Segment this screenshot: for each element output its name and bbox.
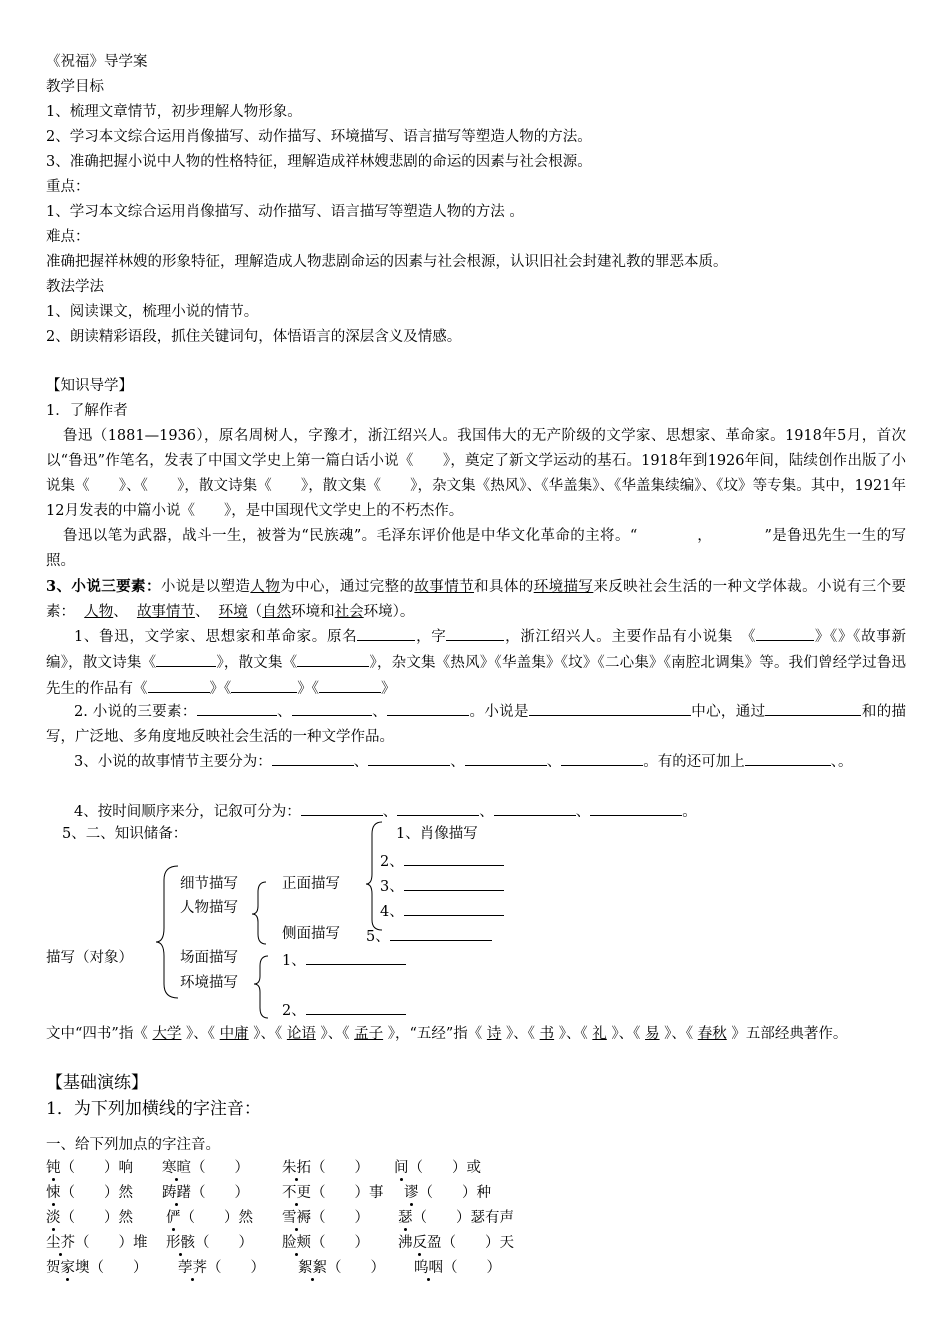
pinyin-cell [404,1183,491,1203]
text: 》、《 [558,1026,588,1042]
text: 、 [382,804,398,820]
dotted-char: 贺家墺 [46,1260,90,1276]
diagram-root: 描写（对象） [46,950,133,966]
underlined-text: 自然 [262,604,292,620]
goal-item: 3、准确把握小说中人物的性格特征，理解造成祥林嫂悲剧的命运的因素与社会根源。 [46,154,592,170]
blank-paren[interactable]: （ ）天 [441,1235,514,1251]
text: 3、 [380,879,404,895]
dotted-char: 间 [394,1160,409,1176]
text: 、 [479,804,494,820]
goals-heading: 教学目标 [46,79,104,95]
text: ，字 [415,629,447,645]
blank-paren[interactable]: （ ）响 [60,1160,133,1176]
pinyin-cell [414,1258,501,1278]
blank-paren[interactable]: （ ） [311,1235,369,1251]
text: 2、 [282,1003,306,1019]
dotted-char: 寒暄 [162,1160,191,1176]
dotted-char: 尘芥 [46,1235,75,1251]
text: 2、 [380,854,404,870]
dotted-char: 踌躇 [162,1185,191,1201]
front-item-1: 1、肖像描写 [396,826,478,842]
practice-q1: 1．为下列加横线的字注音： [46,1099,261,1119]
brace-env [254,956,268,1018]
answer-text: 孟子 [354,1026,384,1042]
text: 为中心，通过完整的 [280,579,415,595]
dotted-char: 俨 [166,1210,181,1226]
text: 》、《 [253,1026,283,1042]
dotted-char: 絮絮 [298,1260,327,1276]
text: 》《 [814,629,838,645]
blank-paren[interactable]: （ ） [443,1260,501,1276]
scene-label: 场面描写 [180,950,238,966]
text: 小说是以塑造 [160,579,251,595]
text: 》，散文集《 [216,655,298,671]
text: 1、 [282,953,306,969]
brace-person [252,882,266,944]
dotted-char: 形骸 [166,1235,195,1251]
dotted-char: 沸反盈 [398,1235,442,1251]
pinyin-cell [162,1158,249,1178]
text: 》，杂文集《热风》《华盖集》《坟》《二心集》《南腔北调集》等。我们曾经学过鲁迅先生的作品有《 [46,655,907,697]
dotted-char: 雪褥 [282,1210,311,1226]
blank-paren[interactable]: （ ） [89,1260,148,1276]
text: 3、小说的故事情节主要分为： [74,754,272,770]
author-paragraph: 鲁迅（1881—1936），原名周树人，字豫才，浙江绍兴人。我国伟大的无产阶级的文学家、思想家、革命家。1918年5月，首次以“鲁迅”作笔名，发表了中国文学史上第一篇白话小说《 》，奠定了新文学运动的基石。1918年到1926年间，陆续创作出版了小说集《 》、《 》，散文诗集《 》，散文集《 》，杂文集《热风》、《华盖集》、《华盖集续编》、《坟》等专集。其中，1921年12月发表的中篇小说《 》，是中国现代文学史上的不朽杰作。 [46,428,906,519]
pinyin-cell [178,1258,265,1278]
blank-paren[interactable]: （ ）然 [60,1210,133,1226]
blank-paren[interactable]: （ ）堆 [75,1235,148,1251]
pinyin-cell [282,1158,369,1178]
brace-front [366,822,382,930]
dotted-char: 呜咽 [414,1260,443,1276]
pinyin-row [46,1233,148,1253]
pinyin-cell [166,1233,253,1253]
dotted-char: 悚 [46,1185,61,1201]
text: 。 [837,754,853,770]
goal-item: 2、学习本文综合运用肖像描写、动作描写、环境描写、语言描写等塑造人物的方法。 [46,129,592,145]
side-label: 侧面描写 [282,926,340,942]
text: 》、《 [664,1026,694,1042]
blank-paren[interactable]: （ ） [327,1260,385,1276]
detail-label: 细节描写 [180,876,238,892]
text: 2. 小说的三要素： [74,704,197,720]
practice-sub: 一、给下列加点的字注音。 [46,1137,220,1153]
underlined-text: 人物 [84,604,114,620]
blank-paren[interactable]: （ ） [191,1185,249,1201]
text: 5、 [366,929,390,945]
text: 》五部经典著作。 [731,1026,848,1042]
blank-paren[interactable]: （ ） [311,1160,369,1176]
answer-text: 大学 [152,1026,182,1042]
pinyin-cell [298,1258,385,1278]
pinyin-row [46,1158,133,1178]
text: 文中“四书”指《 [46,1026,148,1042]
blank-paren[interactable]: （ ）瑟有声 [412,1210,514,1226]
text: 》《 [297,681,319,697]
text: 》、《 [611,1026,641,1042]
pinyin-cell [162,1183,249,1203]
text: 》《故事新编》，散文诗集《 [46,629,907,671]
underlined-text: 人物 [250,579,281,595]
brace-main [156,866,178,998]
text: 环境和 [291,604,335,620]
text: 1、鲁迅，文学家、思想家和革命家。原名 [74,629,358,645]
pinyin-cell [398,1208,514,1228]
key-text: 1、学习本文综合运用肖像描写、动作描写、语言描写等塑造人物的方法 。 [46,204,524,220]
author-paragraph-2: 鲁迅以笔为武器，战斗一生，被誉为“民族魂”。毛泽东评价他是中华文化革命的主将。“ ， ”是鲁迅先生一生的写照。 [46,528,906,569]
underlined-text: 环境描写 [533,579,594,595]
text: 环境）。 [363,604,415,620]
text: 。小说是 [469,704,529,720]
text: 、 [113,604,128,620]
page-title: 《祝福》导学案 [46,54,148,70]
text: 中心，通过 [690,704,766,720]
pinyin-row [46,1183,133,1203]
person-label: 人物描写 [180,900,238,916]
three-elements-label: 3、小说三要素： [46,578,161,595]
blank-paren[interactable]: （ ）事 [311,1185,384,1201]
env-label: 环境描写 [180,975,238,991]
underlined-text: 环境 [218,604,248,620]
underlined-text: 社会 [334,604,364,620]
classics-paragraph [46,1022,906,1047]
answer-text: 书 [539,1026,555,1042]
text: 》、《 [506,1026,535,1042]
dotted-char: 不更 [282,1185,311,1201]
text: ，浙江绍兴人。主要作品有小说集 《 [504,629,757,645]
answer-text: 春秋 [697,1026,727,1042]
pinyin-cell [394,1158,481,1178]
text: 和具体的 [474,579,534,595]
blank-paren[interactable]: （ ） [191,1160,249,1176]
blank-paren[interactable]: （ ） [311,1210,369,1226]
goal-item: 1、梳理文章情节，初步理解人物形象。 [46,104,302,120]
answer-text: 中庸 [219,1026,249,1042]
methods-heading: 教法学法 [46,279,104,295]
blank-paren[interactable]: （ ）然 [180,1210,253,1226]
text: 、 [276,704,292,720]
dotted-char: 脸颊 [282,1235,311,1251]
text: 、 [830,754,838,770]
text: 》《 [209,681,232,697]
text: 》，“五经”指《 [387,1026,483,1042]
dotted-char: 瑟 [398,1210,413,1226]
pinyin-row [46,1208,133,1228]
answer-text: 诗 [486,1026,502,1042]
diagram-title: 5、二、知识储备： [62,826,188,842]
dotted-char: 谬 [404,1185,419,1201]
difficult-heading: 难点： [46,229,90,245]
dotted-char: 钝 [46,1160,61,1176]
text: 。 [682,804,697,820]
underlined-text: 故事情节 [414,579,475,595]
knowledge-heading: 【知识导学】 [46,378,133,394]
difficult-text: 准确把握祥林嫂的形象特征，理解造成人物悲剧命运的因素与社会根源，认识旧社会封建礼教的罪恶本质。 [46,254,728,270]
blank-paren[interactable]: （ ）然 [60,1185,133,1201]
answer-text: 易 [645,1026,660,1042]
text: 》、《 [186,1026,216,1042]
text: 。有的还可加上 [643,754,745,770]
method-item: 2、朗读精彩语段，抓住关键词句，体悟语言的深层含义及情感。 [46,329,462,345]
front-label: 正面描写 [282,876,340,892]
answer-text: 论语 [286,1026,316,1042]
pinyin-cell [398,1233,514,1253]
blank-paren[interactable]: （ ） [207,1260,265,1276]
text: 、 [371,704,388,720]
text: 4、 [380,904,404,920]
text: 》 [381,681,396,697]
pinyin-cell [282,1233,369,1253]
dotted-char: 朱拓 [282,1160,311,1176]
text: 的描写，广泛地、多角度地反映社会生活的一种文学作品。 [46,704,907,745]
blank-paren[interactable]: （ ）种 [418,1185,491,1201]
text: （ [247,604,263,620]
practice-heading: 【基础演练】 [46,1073,148,1093]
pinyin-cell [282,1183,384,1203]
blank-paren[interactable]: （ ） [195,1235,253,1251]
answer-text: 礼 [592,1026,607,1042]
key-heading: 重点： [46,179,90,195]
text: 和 [861,704,877,720]
pinyin-row [46,1258,148,1278]
text: 、 [575,804,591,820]
pinyin-cell [282,1208,369,1228]
text: 、 [450,754,465,770]
dotted-char: 淡 [46,1210,61,1226]
pinyin-cell [166,1208,253,1228]
blank-paren[interactable]: （ ）或 [408,1160,481,1176]
text: 》、《 [320,1026,350,1042]
text: 4、按时间顺序来分，记叙可分为： [74,804,301,820]
text: 、 [353,754,369,770]
underlined-text: 故事情节 [136,604,195,620]
dotted-char: 荸荠 [178,1260,207,1276]
method-item: 1、阅读课文，梳理小说的情节。 [46,304,259,320]
knowledge-sub1: 1．了解作者 [46,403,128,419]
text: 、 [194,604,210,620]
text: 、 [546,754,562,770]
text: 来反映社会生活的一种文学体裁。小说有三个要素： [46,579,907,620]
